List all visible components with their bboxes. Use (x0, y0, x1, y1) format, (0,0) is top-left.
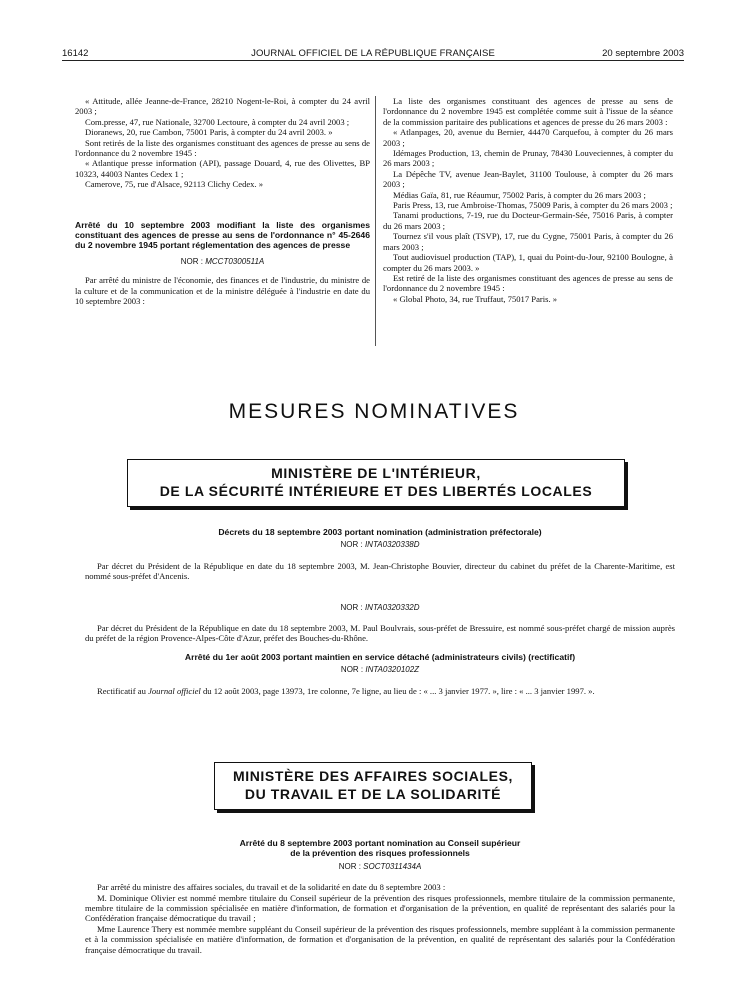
arrete-title: Arrêté du 10 septembre 2003 modifiant la liste des organismes constituant des agences de presse au sens de l'ordonnance n° 45-2646 du 2 novembre 1945 portant réglementation des agences de presse (75, 219, 370, 251)
paragraph: Par décret du Président de la République en date du 18 septembre 2003, M. Paul Boulvrais, sous-préfet de Bressuire, est nommé sous-préfet chargé de mission auprès du préfet de la région Provence-Alpes-Côte d'Azur, préfet des Bouches-du-Rhône. (85, 623, 675, 644)
paragraph: « Atlanpages, 20, avenue du Bernier, 44470 Carquefou, à compter du 26 mars 2003 ; (383, 127, 673, 148)
paragraph: Par arrêté du ministre des affaires sociales, du travail et de la solidarité en date du 8 septembre 2003 : (97, 882, 446, 893)
ministry-box (214, 762, 532, 810)
ministry-line: MINISTÈRE DE L'INTÉRIEUR, (271, 465, 481, 481)
journal-title: JOURNAL OFFICIEL DE LA RÉPUBLIQUE FRANÇAISE (251, 48, 495, 59)
page-header (62, 46, 684, 64)
paragraph: La Dépêche TV, avenue Jean-Baylet, 31100 Toulouse, à compter du 26 mars 2003 ; (383, 168, 673, 190)
paragraph: « Global Photo, 34, rue Truffaut, 75017 Paris. » (393, 293, 558, 304)
text-segment: du 12 août 2003, page 13973, 1re colonne, 7e ligne, au lieu de : « ... 3 janvier 1977. », lire : « ... 3 janvier 1997. ». (200, 685, 595, 696)
arrete-title: Arrêté du 1er août 2003 portant maintien en service détaché (administrateurs civils) (rectificatif) (184, 651, 576, 662)
nor-value: MCCT0300511A (205, 256, 265, 266)
paragraph: Tanami productions, 7-19, rue du Docteur-Germain-Sée, 75016 Paris, à compter du 26 mars 2003 ; (383, 210, 673, 231)
paragraph: La liste des organismes constituant des agences de presse au sens de l'ordonnance du 2 novembre 1945 est complétée comme suit à l'issue de la séance de la commission paritaire des publications et agences de presse du 26 mars 2003 : (383, 96, 673, 127)
social-affairs-section (85, 838, 675, 955)
right-column (383, 96, 673, 304)
ministry-line: DU TRAVAIL ET DE LA SOLIDARITÉ (244, 786, 502, 802)
nor-value: INTA0320332D (364, 602, 420, 612)
header-rule (62, 60, 684, 61)
paragraph: M. Dominique Olivier est nommé membre titulaire du Conseil supérieur de la prévention des risques professionnels, membre titulaire de la commission permanente, membre titulaire de la commission spécialisée en matière d'information, de formation et d'organisation de la prévention, en qualité de représentant des salariés pour la Confédération française démocratique du travail ; (85, 892, 675, 924)
nor-reference (75, 257, 370, 267)
paragraph: Paris Press, 13, rue Ambroise-Thomas, 75009 Paris, à compter du 26 mars 2003 ; (393, 200, 673, 211)
left-column (75, 96, 370, 307)
paragraph: Tournez s'il vous plaît (TSVP), 17, rue du Cygne, 75001 Paris, à compter du 26 mars 2003 ; (383, 231, 673, 252)
paragraph: Mme Laurence Thery est nommée membre suppléant du Conseil supérieur de la prévention des risques professionnels, membre suppléant à la commission permanente et à la commission spécialisée en matière d'information, de formation et d'organisation de la prévention, en qualité de représentant des salariés pour la Confédération française démocratique du travail. (85, 923, 675, 955)
decree-title: Décrets du 18 septembre 2003 portant nomination (administration préfectorale) (218, 527, 542, 537)
page-number: 16142 (62, 48, 89, 59)
paragraph (85, 686, 675, 696)
paragraph: « Attitude, allée Jeanne-de-France, 28210 Nogent-le-Roi, à compter du 24 avril 2003 ; (75, 96, 370, 117)
nor-reference (85, 862, 675, 872)
nor-reference (85, 603, 675, 613)
ministry-line: MINISTÈRE DES AFFAIRES SOCIALES, (232, 768, 514, 784)
nor-label: NOR : (340, 665, 364, 675)
arrete-title: de la prévention des risques professionnels (290, 848, 470, 859)
issue-date: 20 septembre 2003 (602, 48, 684, 59)
arrete-title: Arrêté du 8 septembre 2003 portant nomination au Conseil supérieur (239, 838, 521, 848)
section-heading: MESURES NOMINATIVES (228, 400, 520, 423)
nor-label: NOR : (180, 256, 203, 266)
paragraph: Est retiré de la liste des organismes constituant des agences de presse au sens de l'ordonnance du 2 novembre 1945 : (383, 272, 673, 294)
paragraph: Par décret du Président de la République en date du 18 septembre 2003, M. Jean-Christophe Bouvier, directeur du cabinet du préfet de la Charente-Maritime, est nommé sous-préfet d'Ancenis. (85, 560, 675, 582)
paragraph: Par arrêté du ministre de l'économie, des finances et de l'industrie, du ministre de la culture et de la communication et de la ministre déléguée à l'industrie en date du 10 septembre 2003 : (75, 275, 370, 307)
text-segment: Rectificatif au (97, 685, 149, 696)
text-segment-italic: Journal officiel (148, 685, 201, 696)
interior-section (85, 527, 675, 696)
paragraph: Sont retirés de la liste des organismes constituant des agences de presse au sens de l'ordonnance du 2 novembre 1945 : (75, 137, 370, 159)
nor-reference (85, 665, 675, 675)
paragraph: « Atlantique presse information (API), passage Douard, 4, rue des Olivettes, BP 10323, 44003 Nantes Cedex 1 ; (75, 158, 370, 179)
nor-label: NOR : (340, 540, 363, 550)
ministry-line: DE LA SÉCURITÉ INTÉRIEURE ET DES LIBERTÉS LOCALES (159, 483, 593, 499)
nor-value: SOCT0311434A (363, 861, 422, 871)
paragraph: Tout audiovisuel production (TAP), 1, quai du Point-du-Jour, 92100 Boulogne, à compter du 26 mars 2003. » (383, 252, 673, 273)
paragraph: Com.presse, 47, rue Nationale, 32700 Lectoure, à compter du 24 avril 2003 ; (85, 116, 350, 127)
nor-reference (85, 540, 675, 550)
paragraph: Dioranews, 20, rue Cambon, 75001 Paris, à compter du 24 avril 2003. » (85, 127, 333, 138)
nor-value: INTA0320338D (364, 540, 420, 550)
column-divider (375, 96, 376, 346)
nor-label: NOR : (338, 861, 361, 871)
nor-label: NOR : (340, 602, 363, 612)
ministry-box (127, 459, 625, 507)
paragraph: Idémages Production, 13, chemin de Prunay, 78430 Louveciennes, à compter du 26 mars 2003 ; (383, 148, 673, 169)
paragraph: Médias Gaïa, 81, rue Réaumur, 75002 Paris, à compter du 26 mars 2003 ; (393, 189, 646, 200)
paragraph: Camerove, 75, rue d'Alsace, 92113 Clichy Cedex. » (85, 179, 264, 190)
nor-value: INTA0320102Z (365, 665, 420, 675)
